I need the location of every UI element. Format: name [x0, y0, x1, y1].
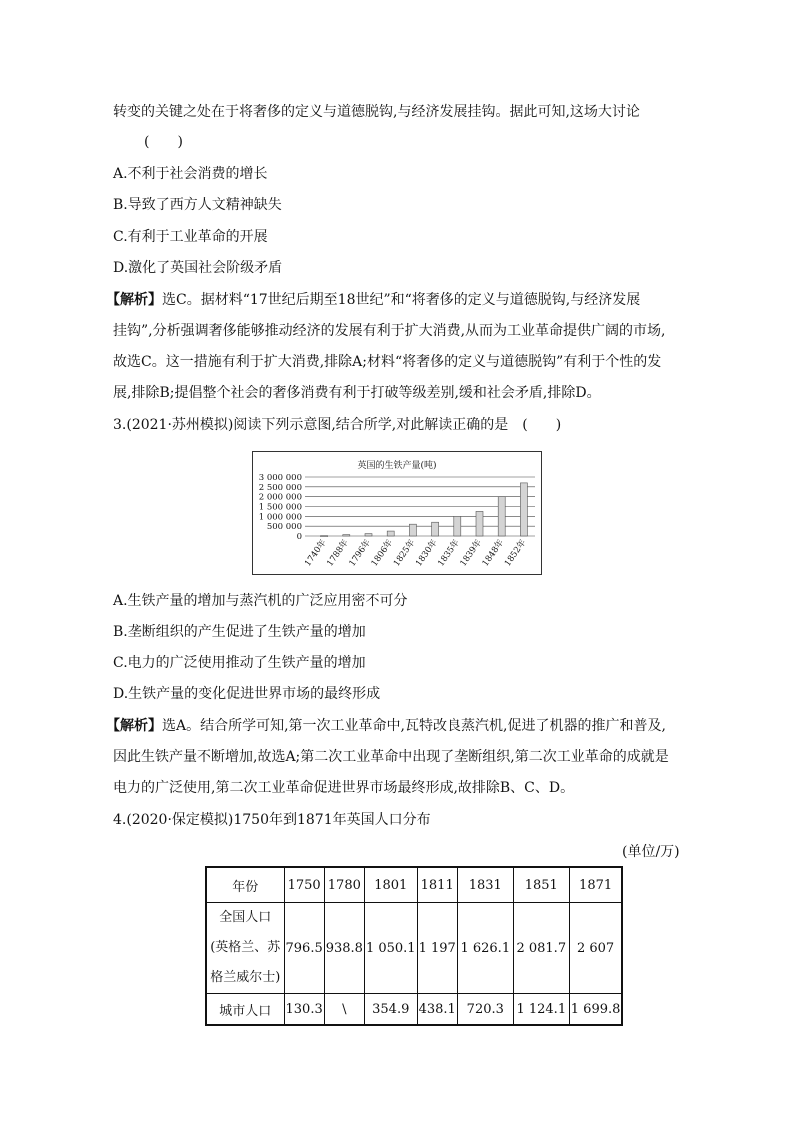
chart-bar: [476, 511, 483, 536]
q2-analysis-line-2: 挂钩”,分析强调奢侈能够推动经济的发展有利于扩大消费,从而为工业革命提供广阔的市场,: [113, 323, 666, 339]
chart-bar: [321, 536, 328, 537]
national-label-line: (英格兰、苏: [210, 940, 281, 955]
chart-x-tick-label: 1825年: [391, 537, 418, 569]
table-year: 1831: [457, 867, 513, 903]
chart-y-tick-label: 2 500 000: [258, 482, 302, 493]
table-cell: 130.3: [284, 994, 324, 1026]
national-label-line: 全国人口: [219, 910, 272, 925]
table-year: 1851: [513, 867, 569, 903]
urban-population-label: 城市人口: [206, 994, 284, 1026]
table-cell: 2 607: [569, 903, 622, 994]
q2-answer-blank: ( ): [144, 134, 183, 150]
chart-x-tick-label: 1740年: [303, 537, 329, 569]
chart-y-tick-label: 1 000 000: [258, 512, 302, 523]
table-cell: 2 081.7: [513, 903, 569, 994]
national-population-label: [206, 903, 284, 994]
q3-analysis-text-1: 选A。结合所学可知,第一次工业革命中,瓦特改良蒸汽机,促进了机器的推广和普及,: [162, 718, 666, 734]
chart-x-tick-label: 1852年: [502, 537, 529, 569]
q3-option-a: A.生铁产量的增加与蒸汽机的广泛应用密不可分: [113, 593, 408, 609]
table-year: 1871: [569, 867, 622, 903]
chart-y-tick-label: 2 000 000: [258, 492, 302, 503]
table-year: 1780: [324, 867, 364, 903]
q3-option-d: D.生铁产量的变化促进世界市场的最终形成: [113, 686, 381, 702]
chart-x-tick-label: 1839年: [458, 537, 484, 569]
table-cell: 1 124.1: [513, 994, 569, 1026]
q2-option-b: B.导致了西方人文精神缺失: [113, 197, 282, 213]
table-row-national: [206, 903, 622, 994]
table-cell: 938.8: [324, 903, 364, 994]
q2-option-c: C.有利于工业革命的开展: [113, 229, 268, 245]
table-cell: 1 626.1: [457, 903, 513, 994]
chart-y-ticks: [259, 473, 302, 542]
q3-analysis-line-2: 因此生铁产量不断增加,故选A;第二次工业革命中出现了垄断组织,第二次工业革命的成就是: [113, 749, 669, 765]
table-year: 1811: [417, 867, 457, 903]
chart-y-tick-label: 0: [296, 532, 302, 542]
chart-y-tick-label: 1 500 000: [258, 502, 302, 513]
chart-bar: [387, 531, 394, 536]
population-table: [205, 866, 623, 1026]
table-year: 1750: [284, 867, 324, 903]
chart-bar: [454, 516, 461, 536]
table-cell: \: [324, 994, 364, 1026]
chart-x-tick-label: 1835年: [436, 537, 462, 569]
table-cell: 438.1: [417, 994, 457, 1026]
table-cell: 720.3: [457, 994, 513, 1026]
q3-analysis-line-3: 电力的广泛使用,第二次工业革命促进世界市场最终形成,故排除B、C、D。: [113, 780, 575, 796]
q3-stem: 3.(2021·苏州模拟)阅读下列示意图,结合所学,对此解读正确的是 ( ): [113, 417, 562, 433]
table-header-label: 年份: [206, 867, 284, 903]
q2-analysis-line-1: [106, 290, 640, 310]
chart-bar: [520, 483, 527, 536]
pig-iron-chart: [252, 451, 542, 575]
q3-analysis-tag: 【解析】: [106, 718, 162, 734]
q3-option-b: B.垄断组织的产生促进了生铁产量的增加: [113, 624, 366, 640]
chart-bar: [365, 534, 372, 536]
q2-analysis-tag: 【解析】: [106, 292, 162, 308]
q4-stem: 4.(2020·保定模拟)1750年到1871年英国人口分布: [113, 812, 431, 828]
national-label-line: 格兰威尔士): [210, 970, 281, 985]
table-year: 1801: [364, 867, 417, 903]
q3-analysis-line-1: [106, 716, 666, 736]
chart-bar: [409, 524, 416, 536]
q2-analysis-line-3: 故选C。这一措施有利于扩大消费,排除A;材料“将奢侈的定义与道德脱钩”有利于个性的发: [113, 354, 662, 370]
pig-iron-chart-svg: [253, 452, 541, 574]
q2-option-a: A.不利于社会消费的增长: [113, 166, 268, 182]
chart-bar: [498, 497, 505, 536]
table-cell: 796.5: [284, 903, 324, 994]
q3-option-c: C.电力的广泛使用推动了生铁产量的增加: [113, 655, 366, 671]
table-header-row: [206, 867, 622, 903]
q4-unit: (单位/万): [622, 844, 680, 860]
chart-y-tick-label: 3 000 000: [258, 473, 302, 483]
chart-x-tick-label: 1830年: [414, 537, 440, 569]
chart-x-tick-label: 1796年: [347, 537, 373, 569]
table-cell: 354.9: [364, 994, 417, 1026]
q2-option-d: D.激化了英国社会阶级矛盾: [113, 260, 283, 276]
chart-bar: [432, 522, 439, 536]
chart-bars: [321, 483, 528, 537]
chart-y-tick-label: 500 000: [266, 522, 302, 533]
q2-stem-tail: 转变的关键之处在于将奢侈的定义与道德脱钩,与经济发展挂钩。据此可知,这场大讨论: [113, 104, 640, 120]
chart-title: 英国的生铁产量(吨): [357, 461, 437, 471]
table-cell: 1 197: [417, 903, 457, 994]
q2-analysis-text-1: 选C。据材料“17世纪后期至18世纪”和“将奢侈的定义与道德脱钩,与经济发展: [162, 292, 641, 308]
chart-bar: [343, 535, 350, 536]
chart-x-ticks: [302, 537, 528, 568]
q2-analysis-line-4: 展,排除B;提倡整个社会的奢侈消费有利于打破等级差别,缓和社会矛盾,排除D。: [113, 385, 601, 401]
chart-x-tick-label: 1848年: [480, 537, 507, 569]
table-cell: 1 050.1: [364, 903, 417, 994]
table-row-urban: [206, 994, 622, 1026]
table-cell: 1 699.8: [569, 994, 622, 1026]
chart-x-tick-label: 1788年: [325, 537, 351, 569]
chart-x-tick-label: 1806年: [369, 537, 396, 569]
